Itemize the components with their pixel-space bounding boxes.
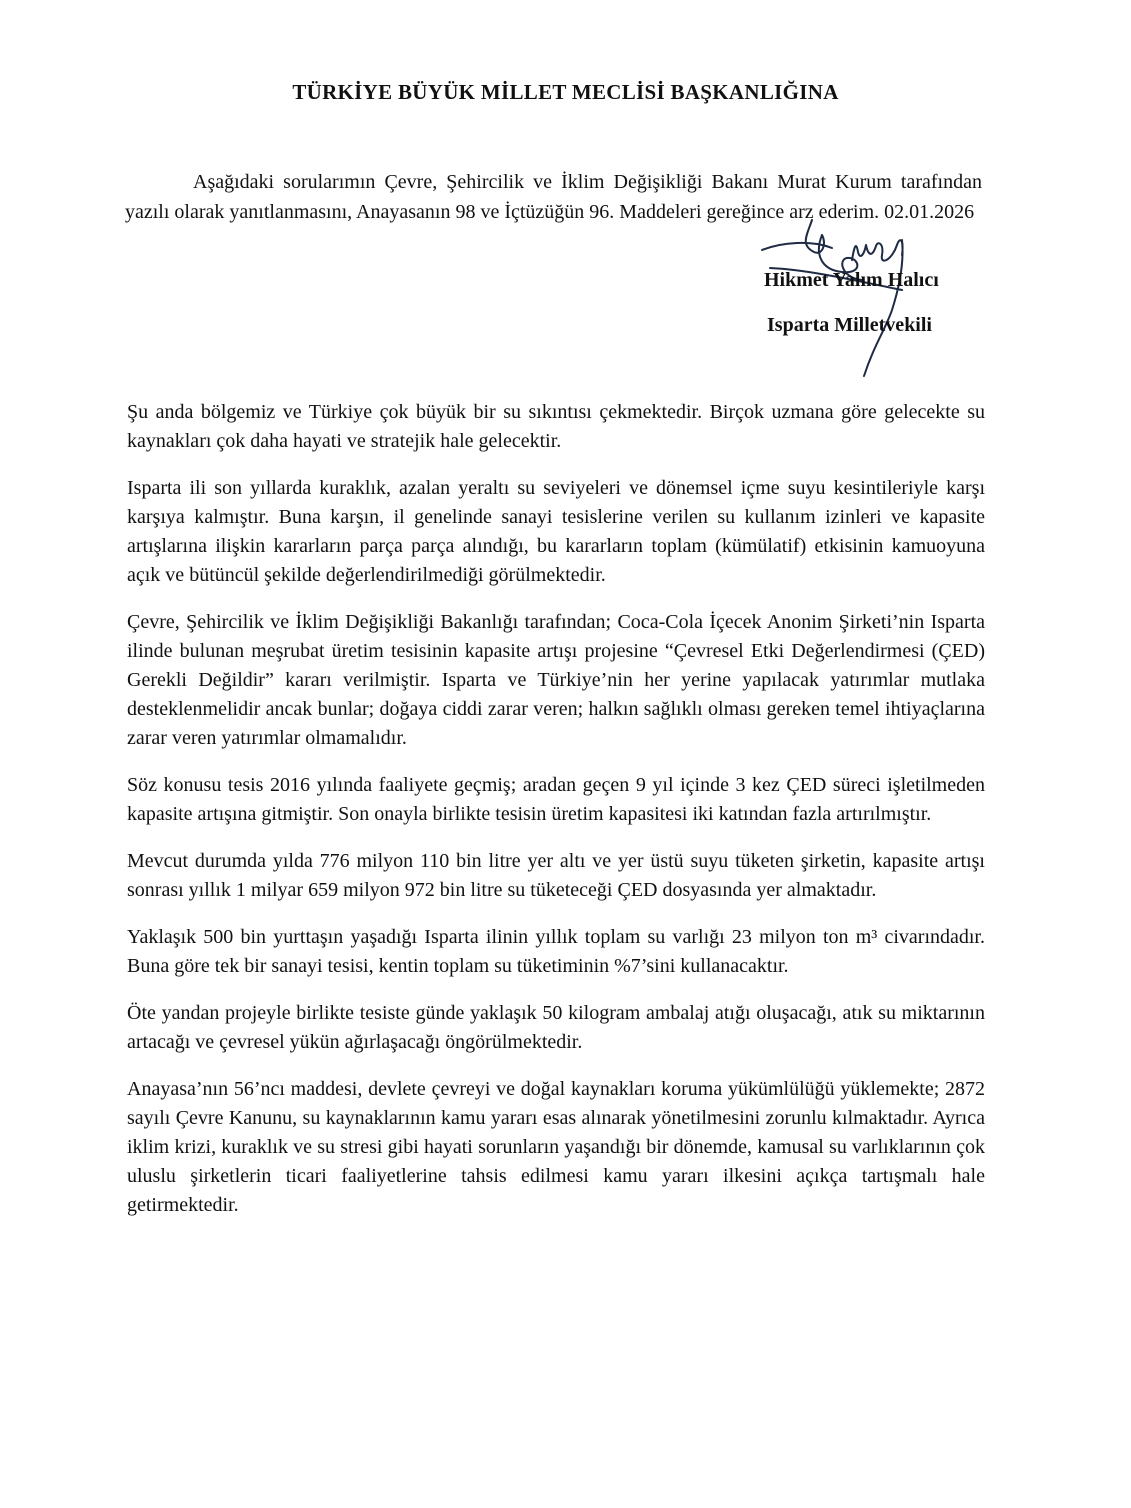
body-paragraph-2: Isparta ili son yıllarda kuraklık, azalan yeraltı su seviyeleri ve dönemsel içme suyu kesintileriyle karşı karşıya kalmıştır. Buna karşın, il genelinde sanayi tesislerine verilen su kullanım izinleri ve kapasite artışlarına ilişkin kararların parça parça alındığı, bu kararların toplam (kümülatif) etkisinin kamuoyuna açık ve bütüncül şekilde değerlendirilmediği görülmektedir. [127,477,985,586]
body-paragraph-6: Yaklaşık 500 bin yurttaşın yaşadığı Isparta ilinin yıllık toplam su varlığı 23 milyon ton m³ civarındadır. Buna göre tek bir sanayi tesisi, kentin toplam su tüketiminin %7’sini kullanacaktır. [127,926,985,977]
body-paragraph-5: Mevcut durumda yılda 776 milyon 110 bin litre yer altı ve yer üstü suyu tüketen şirketin, kapasite artışı sonrası yıllık 1 milyar 659 milyon 972 bin litre su tüketeceği ÇED dosyasında yer almaktadır. [127,850,985,901]
body-paragraph-7: Öte yandan projeyle birlikte tesiste günde yaklaşık 50 kilogram ambalaj atığı oluşacağı, atık su miktarının artacağı ve çevresel yükün ağırlaşacağı öngörülmektedir. [127,1002,985,1053]
intro-text: Aşağıdaki sorularımın Çevre, Şehircilik ve İklim Değişikliği Bakanı Murat Kurum tarafından yazılı olarak yanıtlanmasını, Anayasanın 98 ve İçtüzüğün 96. Maddeleri gereğince arz ederim. 02.01.2026 [125,171,982,223]
document-title: TÜRKİYE BÜYÜK MİLLET MECLİSİ BAŞKANLIĞINA [292,80,839,104]
body-paragraph-4: Söz konusu tesis 2016 yılında faaliyete geçmiş; aradan geçen 9 yıl içinde 3 kez ÇED süreci işletilmeden kapasite artışına gitmiştir. Son onayla birlikte tesisin üretim kapasitesi iki katından fazla artırılmıştır. [127,774,985,825]
question-body [127,398,985,1238]
body-paragraph-3: Çevre, Şehircilik ve İklim Değişikliği Bakanlığı tarafından; Coca-Cola İçecek Anonim Şirketi’nin Isparta ilinde bulunan meşrubat üretim tesisinin kapasite artışı projesine “Çevresel Etki Değerlendirmesi (ÇED) Gerekli Değildir” kararı verilmiştir. Isparta ve Türkiye’nin her yerine yapılacak yatırımlar mutlaka desteklenmelidir ancak bunlar; doğaya ciddi zarar veren; halkın sağlıklı olması gereken temel ihtiyaçlarına zarar veren yatırımlar olmamalıdır. [127,611,985,749]
body-paragraph-8: Anayasa’nın 56’ncı maddesi, devlete çevreyi ve doğal kaynakları koruma yükümlülüğü yüklemekte; 2872 sayılı Çevre Kanunu, su kaynaklarının kamu yararı esas alınarak yönetilmesini zorunlu kılmaktadır. Ayrıca iklim krizi, kuraklık ve su stresi gibi hayati sorunların yaşandığı bir dönemde, kamusal su varlıklarının çok uluslu şirketlerin ticari faaliyetlerine tahsis edilmesi kamu yararı ilkesini açıkça tartışmalı hale getirmektedir. [127,1078,985,1216]
signatory-title: Isparta Milletvekili [767,314,932,336]
signatory-name: Hikmet Yalım Halıcı [764,269,939,291]
body-paragraph-1: Şu anda bölgemiz ve Türkiye çok büyük bir su sıkıntısı çekmektedir. Birçok uzmana göre gelecekte su kaynakları çok daha hayati ve stratejik hale gelecektir. [127,401,985,452]
